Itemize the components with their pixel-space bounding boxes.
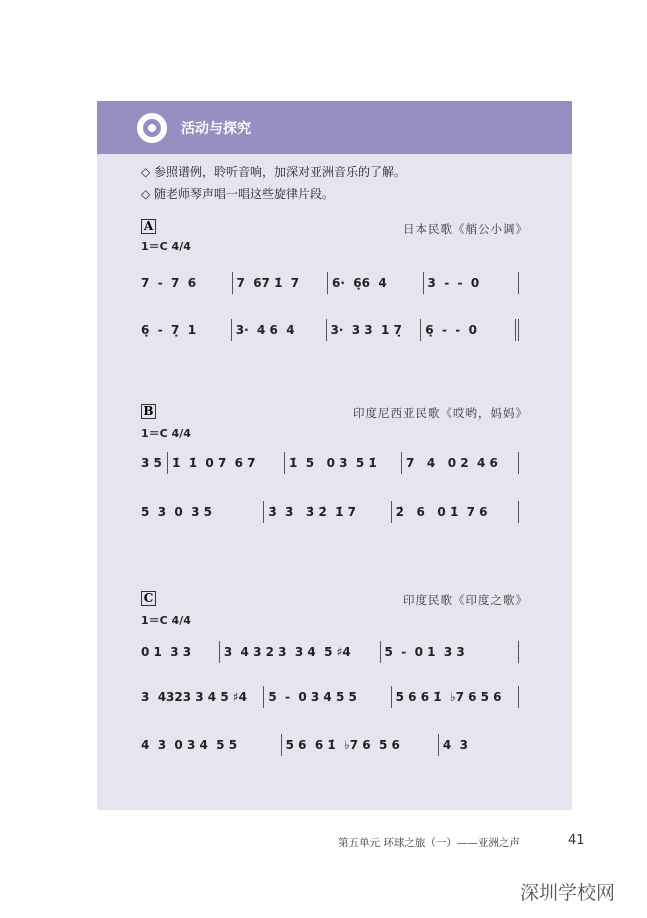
measure: 5 - 0 1 3 3 [381, 641, 519, 663]
measure: 1̇ 1̇ 0 7 6 7 [168, 452, 285, 474]
key-signature-a: 1＝C 4/4 [141, 240, 191, 253]
measure: 6· 6̣6 4 [328, 272, 424, 294]
measure: 4 3 [442, 738, 468, 752]
measure: 3 4 3 2 3 3 4 5 ♯4 [220, 641, 381, 663]
measure: 3 5 [141, 452, 168, 474]
measure: 3 - - 0 [424, 272, 520, 294]
measure: 5 3 0 3 5 [141, 501, 264, 523]
measure: 7 - 7 6 [141, 272, 233, 294]
measure: 0 1 3 3 [141, 641, 220, 663]
page-number: 41 [568, 833, 585, 848]
key-signature-b: 1＝C 4/4 [141, 427, 191, 440]
measure: 3· 4 6 4 [232, 319, 327, 341]
measure: 7 4 0 2 4 6 [402, 452, 519, 474]
song-source-b: 印度尼西亚民歌《哎哟，妈妈》 [353, 406, 528, 420]
measure: 6̣ - - 0 [421, 319, 519, 341]
activity-panel [97, 101, 572, 810]
notation-row [141, 452, 519, 474]
measure: 3 4323 3 4 5 ♯4 [141, 686, 264, 708]
instruction-2: ◇ 随老师琴声唱一唱这些旋律片段。 [141, 187, 335, 201]
notation-row [141, 501, 519, 523]
measure: 2̇ 6 0 1̇ 7 6 [392, 501, 519, 523]
measure: 3· 3 3 1 7̣ [327, 319, 422, 341]
key-signature-c: 1＝C 4/4 [141, 614, 191, 627]
song-source-c: 印度民歌《印度之歌》 [403, 593, 528, 607]
panel-header [97, 101, 572, 154]
measure: 5 6 6 1̇ ♭7 6 5 6 [392, 686, 519, 708]
measure: 7 67 1̇ 7 [233, 272, 329, 294]
activity-logo-icon [137, 113, 167, 143]
panel-title: 活动与探究 [181, 120, 251, 137]
measure: 5 - 0 3 4 5 5 [264, 686, 391, 708]
instruction-1: ◇ 参照谱例，聆听音响，加深对亚洲音乐的了解。 [141, 165, 407, 179]
notation-row [141, 686, 519, 708]
measure: 3̇ 3̇ 3̇ 2̇ 1̇ 7 [264, 501, 391, 523]
song-source-a: 日本民歌《艄公小调》 [403, 222, 528, 236]
chapter-footer: 第五单元 环球之旅（一）——亚洲之声 [338, 837, 520, 849]
section-label-c: C [141, 591, 156, 606]
notation-row [141, 319, 519, 341]
notation-row [141, 734, 519, 756]
measure: 4 3 0 3 4 5 5 [141, 734, 282, 756]
notation-row [141, 641, 519, 663]
section-label-b: B [141, 404, 156, 419]
notation-row [141, 272, 519, 294]
measure: 1̇ 5 0 3 5 1̇ [285, 452, 402, 474]
watermark: 深圳学校网 [520, 882, 616, 904]
measure: 6̣ - 7̣ 1 [141, 319, 232, 341]
section-label-a: A [141, 219, 156, 234]
measure: 5 6 6 1̇ ♭7 6 5 6 [282, 734, 439, 756]
